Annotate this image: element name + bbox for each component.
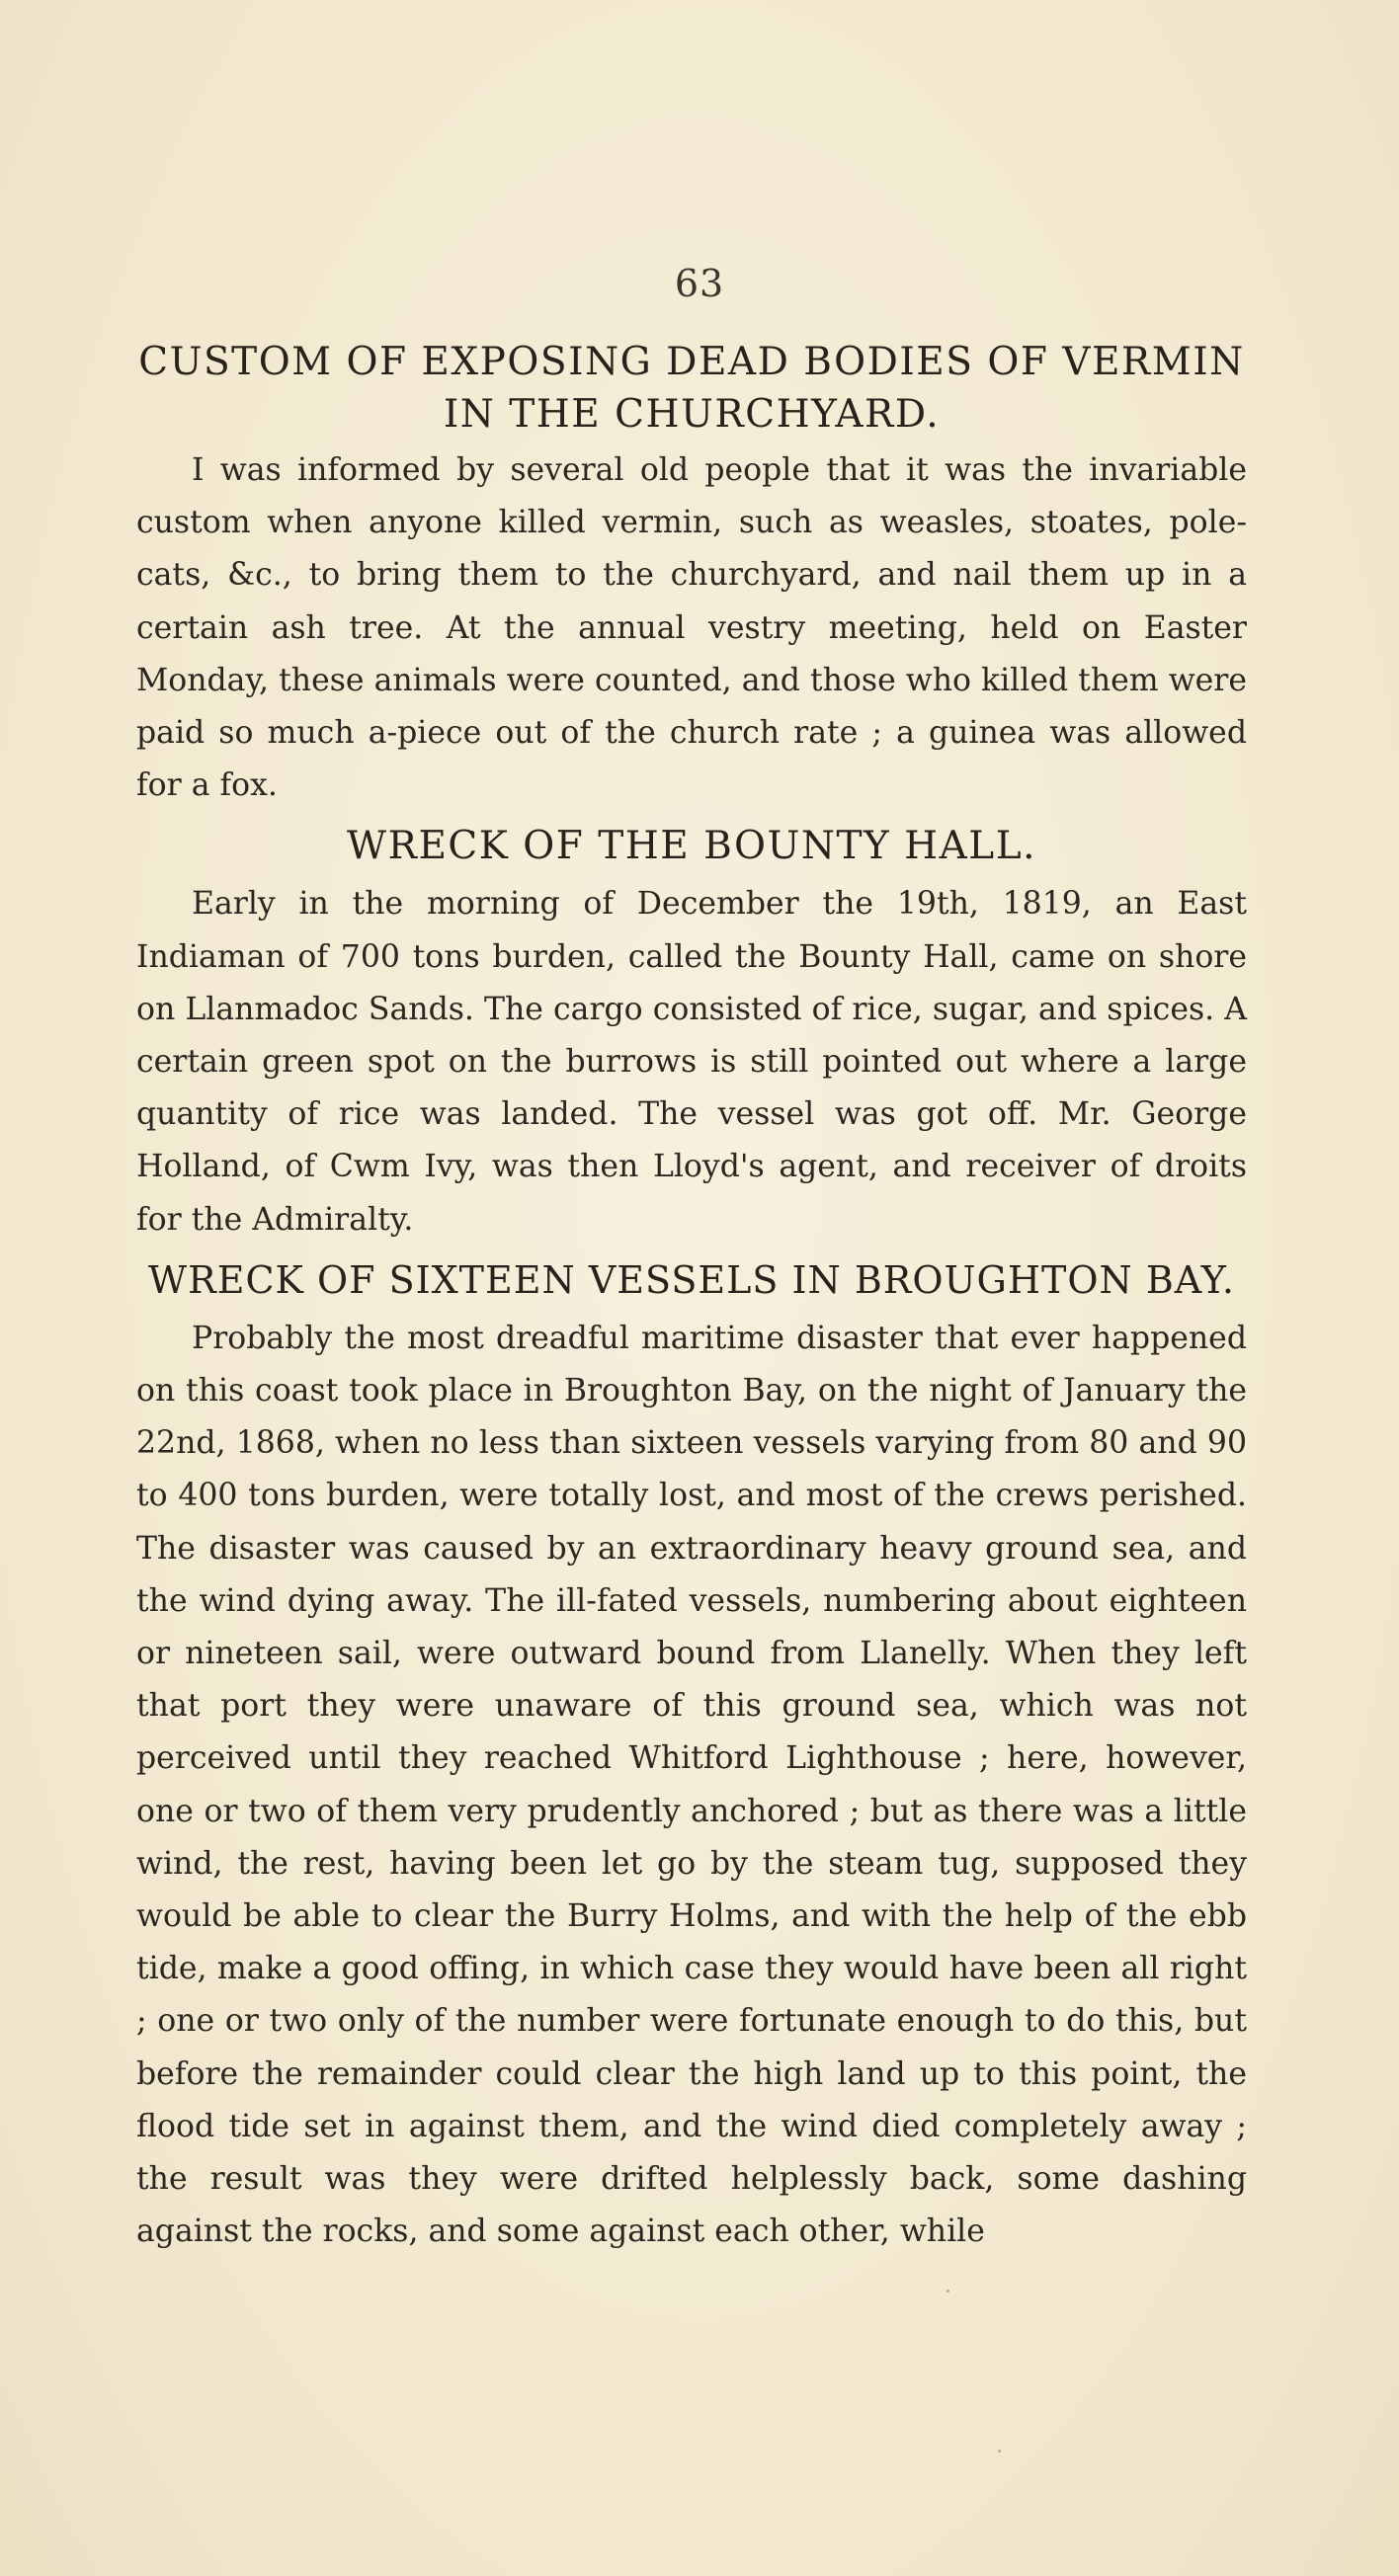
- page-number: 63: [674, 262, 725, 305]
- paper-speck: [946, 2290, 949, 2293]
- section-paragraph-bounty-hall: Early in the morning of December the 19th, 1819, an East Indiaman of 700 tons burden, called the Bounty Hall, came on shore on Llanmadoc Sands. The cargo consisted of rice, sugar, and spices. A certain green spot on the burrows is still pointed out where a large quantity of rice was landed. The vessel was got off. Mr. George Holland, of Cwm Ivy, was then Lloyd's agent, and receiver of droits for the Admiralty.: [136, 886, 1247, 1238]
- paper-speck: [998, 2450, 1001, 2453]
- section-paragraph-vermin: I was informed by several old people that it was the invariable custom when anyone killed vermin, such as weasles, stoates, pole-cats, &c., to bring them to the churchyard, and nail them up in a certain ash tree. At the annual vestry meeting, held on Easter Monday, these animals were counted, and those who killed them were paid so much a-piece out of the church rate ; a guinea was allowed for a fox.: [136, 452, 1247, 804]
- section-heading-vermin: CUSTOM OF EXPOSING DEAD BODIES OF VERMIN IN THE CHURCHYARD.: [138, 340, 1245, 437]
- section-paragraph-broughton-bay: Probably the most dreadful maritime disaster that ever happened on this coast took place in Broughton Bay, on the night of January the 22nd, 1868, when no less than sixteen vessels varying from 80 and 90 to 400 tons burden, were totally lost, and most of the crews perished. The disaster was caused by an extraordinary heavy ground sea, and the wind dying away. The ill-fated vessels, numbering about eighteen or nineteen sail, were outward bound from Llanelly. When they left that port they were unaware of this ground sea, which was not perceived until they reached Whitford Lighthouse ; here, however, one or two of them very prudently anchored ; but as there was a little wind, the rest, having been let go by the steam tug, supposed they would be able to clear the Burry Holms, and with the help of the ebb tide, make a good offing, in which case they would have been all right ; one or two only of the number were fortunate enough to do this, but before the remainder could clear the high land up to this point, the flood tide set in against them, and the wind died completely away ; the result was they were drifted helplessly back, some dashing against the rocks, and some against each other, while: [136, 1320, 1247, 2250]
- page-body: [136, 336, 1247, 2259]
- section-heading-bounty-hall: WRECK OF THE BOUNTY HALL.: [347, 824, 1036, 869]
- section-heading-broughton-bay: WRECK OF SIXTEEN VESSELS IN BROUGHTON BAY.: [148, 1257, 1235, 1302]
